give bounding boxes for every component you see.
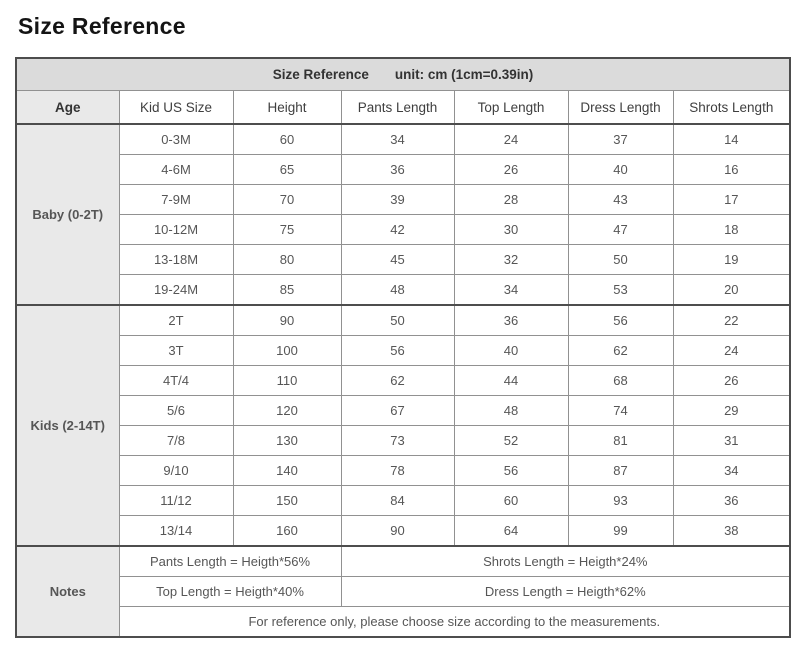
cell-height: 65 (233, 155, 341, 185)
notes-row (16, 607, 790, 638)
cell-kid-us-size: 19-24M (119, 275, 233, 306)
note-formula-dress: Dress Length = Heigth*62% (341, 577, 790, 607)
cell-pants-length: 39 (341, 185, 454, 215)
column-header-shrots-length: Shrots Length (673, 91, 790, 125)
cell-pants-length: 42 (341, 215, 454, 245)
cell-height: 60 (233, 124, 341, 155)
table-caption-row (16, 58, 790, 91)
cell-kid-us-size: 0-3M (119, 124, 233, 155)
cell-height: 160 (233, 516, 341, 547)
cell-shrots-length: 29 (673, 396, 790, 426)
cell-shrots-length: 22 (673, 305, 790, 336)
cell-top-length: 60 (454, 486, 568, 516)
cell-height: 110 (233, 366, 341, 396)
cell-pants-length: 78 (341, 456, 454, 486)
table-caption-cell (16, 58, 790, 91)
cell-top-length: 48 (454, 396, 568, 426)
cell-height: 130 (233, 426, 341, 456)
cell-shrots-length: 31 (673, 426, 790, 456)
table-row (16, 245, 790, 275)
cell-height: 140 (233, 456, 341, 486)
note-formula-pants: Pants Length = Heigth*56% (119, 546, 341, 577)
size-reference-table (15, 57, 791, 638)
notes-row (16, 546, 790, 577)
cell-height: 90 (233, 305, 341, 336)
cell-dress-length: 43 (568, 185, 673, 215)
cell-height: 85 (233, 275, 341, 306)
cell-pants-length: 62 (341, 366, 454, 396)
cell-pants-length: 90 (341, 516, 454, 547)
cell-top-length: 36 (454, 305, 568, 336)
cell-pants-length: 45 (341, 245, 454, 275)
cell-height: 80 (233, 245, 341, 275)
cell-dress-length: 50 (568, 245, 673, 275)
row-group-label-kids: Kids (2-14T) (16, 305, 119, 546)
cell-top-length: 44 (454, 366, 568, 396)
cell-pants-length: 50 (341, 305, 454, 336)
cell-shrots-length: 20 (673, 275, 790, 306)
cell-height: 100 (233, 336, 341, 366)
cell-shrots-length: 18 (673, 215, 790, 245)
cell-pants-length: 56 (341, 336, 454, 366)
table-row (16, 426, 790, 456)
column-header-height: Height (233, 91, 341, 125)
table-row (16, 305, 790, 336)
cell-top-length: 32 (454, 245, 568, 275)
cell-kid-us-size: 11/12 (119, 486, 233, 516)
column-header-age: Age (16, 91, 119, 125)
cell-pants-length: 84 (341, 486, 454, 516)
cell-shrots-length: 17 (673, 185, 790, 215)
cell-height: 70 (233, 185, 341, 215)
column-header-kid-us-size: Kid US Size (119, 91, 233, 125)
cell-pants-length: 67 (341, 396, 454, 426)
cell-top-length: 34 (454, 275, 568, 306)
column-header-row (16, 91, 790, 125)
column-header-dress-length: Dress Length (568, 91, 673, 125)
note-formula-shrots: Shrots Length = Heigth*24% (341, 546, 790, 577)
cell-shrots-length: 24 (673, 336, 790, 366)
table-unit-label: unit: cm (1cm=0.39in) (394, 67, 534, 82)
cell-top-length: 26 (454, 155, 568, 185)
cell-top-length: 24 (454, 124, 568, 155)
cell-shrots-length: 26 (673, 366, 790, 396)
table-row (16, 215, 790, 245)
table-row (16, 516, 790, 547)
page-title: Size Reference (18, 13, 186, 39)
cell-dress-length: 62 (568, 336, 673, 366)
cell-height: 150 (233, 486, 341, 516)
table-row (16, 124, 790, 155)
cell-shrots-length: 19 (673, 245, 790, 275)
table-row (16, 366, 790, 396)
cell-shrots-length: 34 (673, 456, 790, 486)
column-header-top-length: Top Length (454, 91, 568, 125)
cell-kid-us-size: 7/8 (119, 426, 233, 456)
cell-top-length: 28 (454, 185, 568, 215)
table-row (16, 396, 790, 426)
cell-kid-us-size: 4-6M (119, 155, 233, 185)
cell-pants-length: 36 (341, 155, 454, 185)
table-row (16, 275, 790, 306)
cell-shrots-length: 36 (673, 486, 790, 516)
cell-dress-length: 53 (568, 275, 673, 306)
table-row (16, 486, 790, 516)
row-group-label-notes: Notes (16, 546, 119, 637)
cell-top-length: 30 (454, 215, 568, 245)
cell-kid-us-size: 3T (119, 336, 233, 366)
cell-dress-length: 40 (568, 155, 673, 185)
cell-dress-length: 81 (568, 426, 673, 456)
cell-kid-us-size: 7-9M (119, 185, 233, 215)
cell-dress-length: 68 (568, 366, 673, 396)
note-formula-top: Top Length = Heigth*40% (119, 577, 341, 607)
cell-kid-us-size: 2T (119, 305, 233, 336)
cell-top-length: 56 (454, 456, 568, 486)
cell-shrots-length: 16 (673, 155, 790, 185)
cell-kid-us-size: 10-12M (119, 215, 233, 245)
cell-top-length: 52 (454, 426, 568, 456)
cell-top-length: 64 (454, 516, 568, 547)
cell-pants-length: 48 (341, 275, 454, 306)
note-disclaimer: For reference only, please choose size according to the measurements. (119, 607, 790, 638)
cell-kid-us-size: 5/6 (119, 396, 233, 426)
cell-pants-length: 34 (341, 124, 454, 155)
column-header-pants-length: Pants Length (341, 91, 454, 125)
cell-pants-length: 73 (341, 426, 454, 456)
cell-kid-us-size: 13/14 (119, 516, 233, 547)
cell-shrots-length: 38 (673, 516, 790, 547)
cell-dress-length: 87 (568, 456, 673, 486)
cell-kid-us-size: 4T/4 (119, 366, 233, 396)
table-row (16, 456, 790, 486)
cell-dress-length: 47 (568, 215, 673, 245)
cell-dress-length: 93 (568, 486, 673, 516)
cell-height: 75 (233, 215, 341, 245)
table-caption: Size Reference (272, 67, 369, 82)
cell-dress-length: 56 (568, 305, 673, 336)
cell-kid-us-size: 9/10 (119, 456, 233, 486)
cell-height: 120 (233, 396, 341, 426)
table-row (16, 185, 790, 215)
cell-dress-length: 74 (568, 396, 673, 426)
cell-dress-length: 99 (568, 516, 673, 547)
table-row (16, 155, 790, 185)
cell-dress-length: 37 (568, 124, 673, 155)
notes-row (16, 577, 790, 607)
cell-top-length: 40 (454, 336, 568, 366)
row-group-label-baby: Baby (0-2T) (16, 124, 119, 305)
table-row (16, 336, 790, 366)
cell-shrots-length: 14 (673, 124, 790, 155)
cell-kid-us-size: 13-18M (119, 245, 233, 275)
